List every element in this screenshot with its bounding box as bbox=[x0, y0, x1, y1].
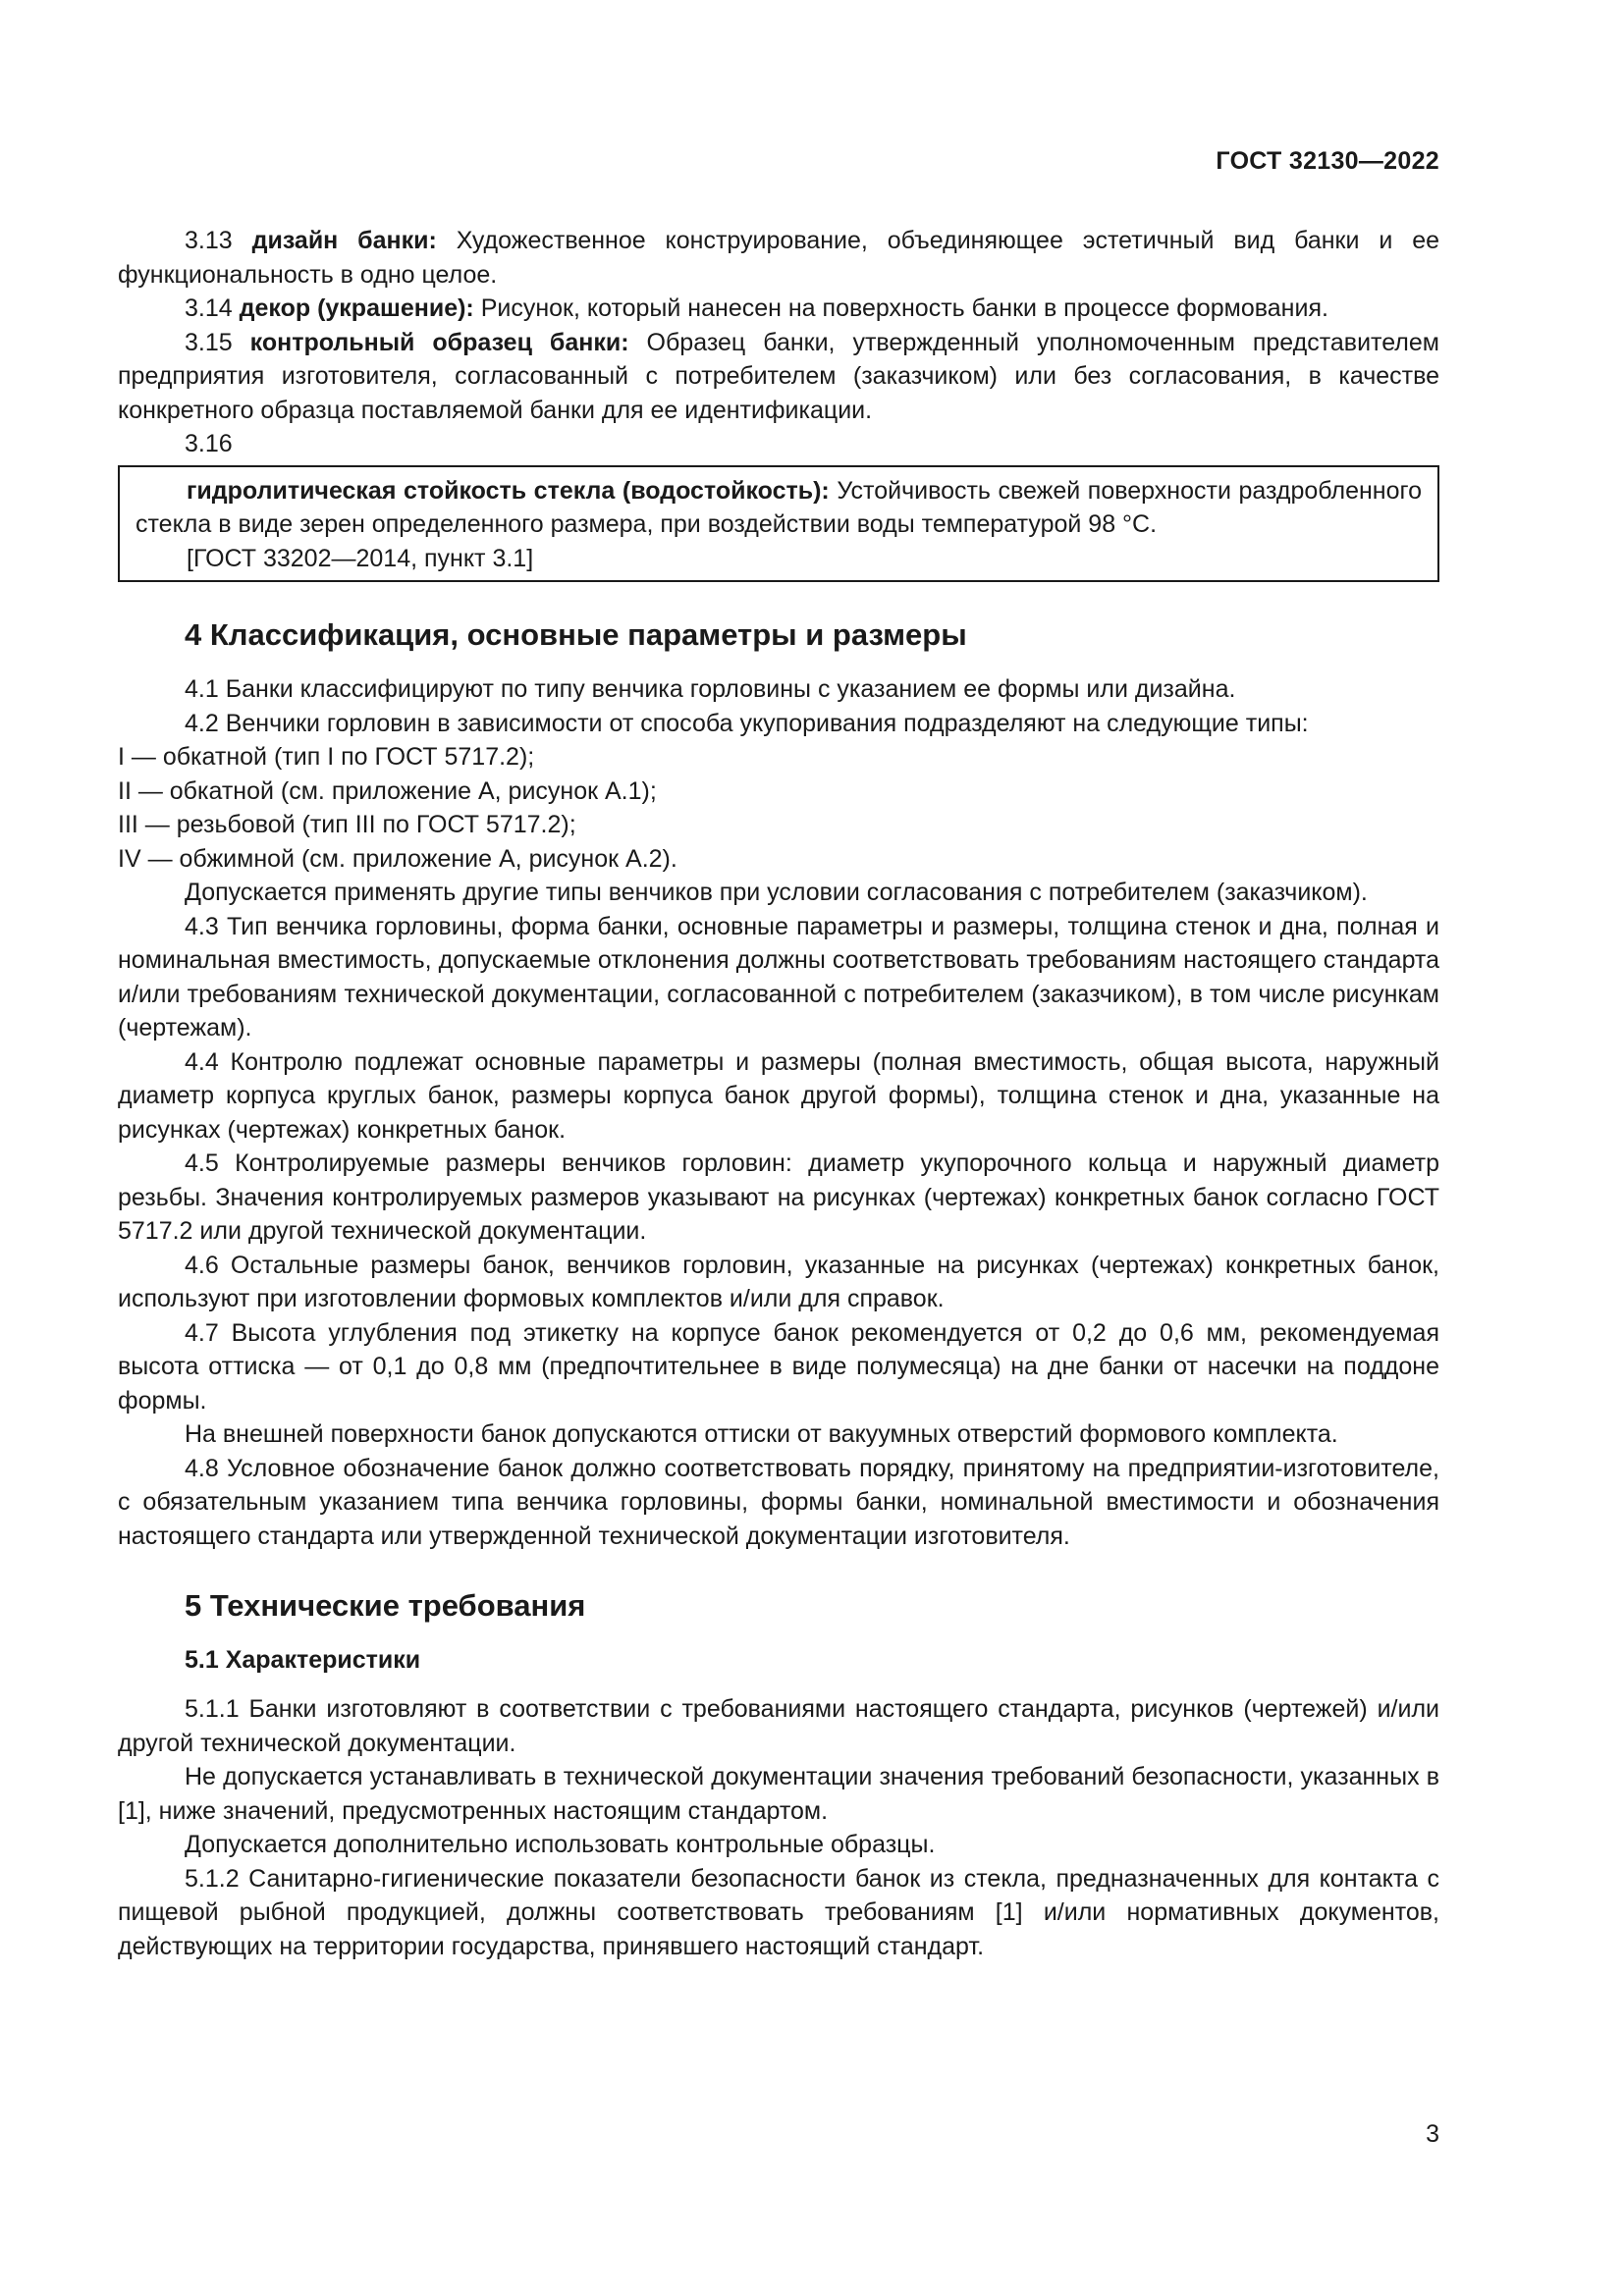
paragraph-4-7-note: На внешней поверхности банок допускаются оттиски от вакуумных отверстий формового комплекта. bbox=[185, 1420, 1338, 1448]
definition-3-16-reference: [ГОСТ 33202—2014, пункт 3.1] bbox=[187, 544, 534, 572]
paragraph-4-2: 4.2 Венчики горловин в зависимости от способа укупоривания подразделяют на следующие типы: bbox=[185, 709, 1309, 737]
type-list-item: IV — обжимной (см. приложение А, рисунок А.2). bbox=[118, 844, 677, 873]
paragraph-5-1-2: 5.1.2 Санитарно-гигиенические показатели безопасности банок из стекла, предназначенных для контакта с пищевой рыбной продукцией, должны соответствовать требованиям [1] и/или нормативных документов, действующих на территории государства, принявшего настоящий стандарт. bbox=[118, 1864, 1439, 1960]
page-number: 3 bbox=[1426, 2120, 1439, 2148]
definition-3-16: гидролитическая стойкость стекла (водостойкость): Устойчивость свежей поверхности раздробленного стекла в виде зерен определенного размера, при воздействии воды температурой 98 °С. bbox=[135, 476, 1422, 538]
paragraph-4-1: 4.1 Банки классифицируют по типу венчика горловины с указанием ее формы или дизайна. bbox=[185, 675, 1236, 703]
term: дизайн банки: bbox=[251, 227, 437, 254]
type-list-item: III — резьбовой (тип III по ГОСТ 5717.2); bbox=[118, 811, 576, 838]
type-list-item: II — обкатной (см. приложение А, рисунок А.1); bbox=[118, 776, 657, 805]
definition-3-15: 3.15 контрольный образец банки: Образец банки, утвержденный уполномоченным представителем предприятия изготовителя, согласованный с потребителем (заказчиком) или без согласования, в качестве конкретного образца поставляемой банки для ее идентификации. bbox=[118, 328, 1439, 424]
paragraph-5-1-1-b: Не допускается устанавливать в технической документации значения требований безопасности, указанных в [1], ниже значений, предусмотренных настоящим стандартом. bbox=[118, 1763, 1439, 1825]
page-body bbox=[118, 224, 1439, 1963]
paragraph-4-7: 4.7 Высота углубления под этикетку на корпусе банок рекомендуется от 0,2 до 0,6 мм, рекомендуемая высота оттиска — от 0,1 до 0,8 мм (предпочтительнее в виде полумесяца) на дне банки от насечки на поддоне формы. bbox=[118, 1318, 1439, 1415]
definition-3-16-box bbox=[118, 465, 1439, 583]
paragraph-5-1-1-c: Допускается дополнительно использовать контрольные образцы. bbox=[185, 1831, 936, 1858]
section-5-heading: 5 Технические требования bbox=[185, 1588, 586, 1623]
paragraph-4-4: 4.4 Контролю подлежат основные параметры и размеры (полная вместимость, общая высота, наружный диаметр корпуса круглых банок, размеры корпуса банок другой формы), толщина стенок и дна, указанные на рисунках (чертежах) конкретных банок. bbox=[118, 1047, 1439, 1144]
paragraph-4-6: 4.6 Остальные размеры банок, венчиков горловин, указанные на рисунках (чертежах) конкретных банок, используют при изготовлении формовых комплектов и/или для справок. bbox=[118, 1251, 1439, 1312]
definition-3-16-number: 3.16 bbox=[185, 430, 233, 457]
type-list-item: I — обкатной (тип I по ГОСТ 5717.2); bbox=[118, 743, 535, 771]
section-4-heading: 4 Классификация, основные параметры и размеры bbox=[185, 617, 967, 652]
definition-3-14: 3.14 декор (украшение): Рисунок, который нанесен на поверхность банки в процессе формования. bbox=[185, 294, 1328, 322]
paragraph-4-2-note: Допускается применять другие типы венчиков при условии согласования с потребителем (заказчиком). bbox=[185, 879, 1368, 906]
paragraph-4-8: 4.8 Условное обозначение банок должно соответствовать порядку, принятому на предприятии-изготовителе, с обязательным указанием типа венчика горловины, формы банки, номинальной вместимости и обозначения настоящего стандарта или утвержденной технической документации изготовителя. bbox=[118, 1454, 1439, 1550]
term: контрольный образец банки: bbox=[249, 328, 629, 356]
definition-3-13: 3.13 дизайн банки: Художественное конструирование, объединяющее эстетичный вид банки и ее функциональность в одно целое. bbox=[118, 227, 1439, 289]
term: декор (украшение): bbox=[239, 294, 474, 322]
subsection-5-1-heading: 5.1 Характеристики bbox=[185, 1646, 421, 1674]
paragraph-4-3: 4.3 Тип венчика горловины, форма банки, основные параметры и размеры, толщина стенок и дна, полная и номинальная вместимость, допускаемые отклонения должны соответствовать требованиям настоящего стандарта и/или требованиям технической документации, согласованной с потребителем (заказчиком), в том числе рисункам (чертежам). bbox=[118, 912, 1439, 1041]
term: гидролитическая стойкость стекла (водостойкость): bbox=[187, 476, 830, 505]
paragraph-5-1-1: 5.1.1 Банки изготовляют в соответствии с требованиями настоящего стандарта, рисунков (чертежей) и/или другой технической документации. bbox=[118, 1695, 1439, 1757]
document-id: ГОСТ 32130—2022 bbox=[1216, 147, 1439, 175]
paragraph-4-5: 4.5 Контролируемые размеры венчиков горловин: диаметр укупорочного кольца и наружный диаметр резьбы. Значения контролируемых размеров указывают на рисунках (чертежах) конкретных банок согласно ГОСТ 5717.2 или другой технической документации. bbox=[118, 1149, 1439, 1245]
